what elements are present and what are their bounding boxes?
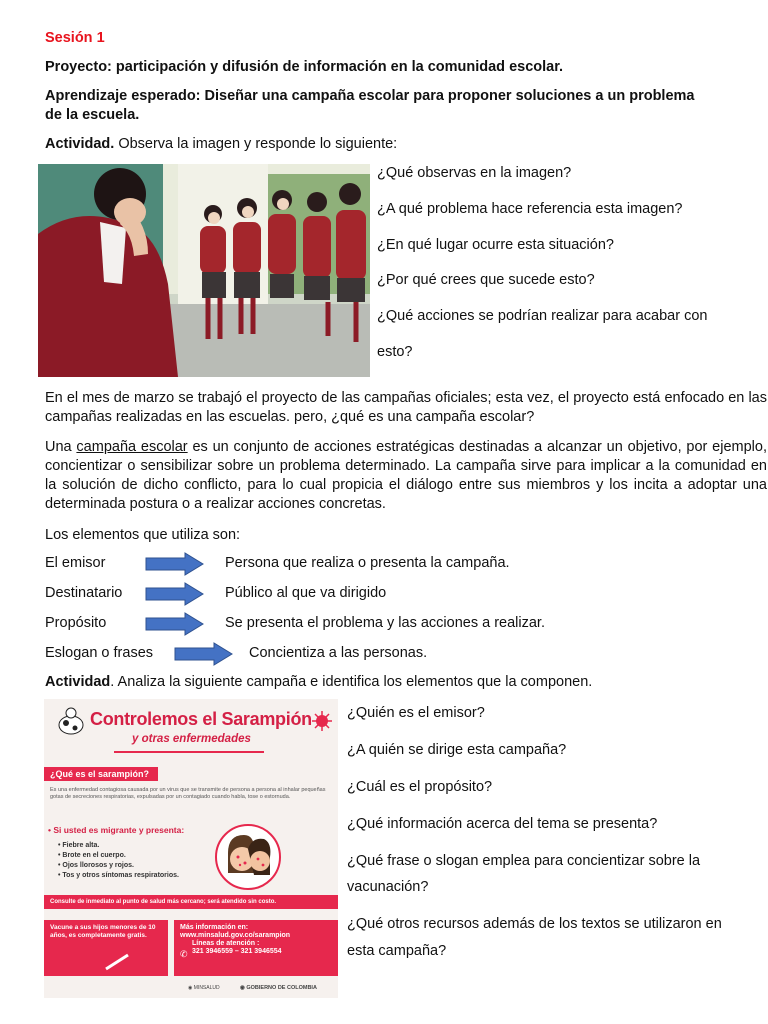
question-2-5-cont: vacunación? (347, 879, 429, 895)
question-1-2: ¿A qué problema hace referencia esta imagen? (377, 201, 683, 217)
element-desc-emisor: Persona que realiza o presenta la campaña. (225, 555, 510, 571)
element-term-emisor: El emisor (45, 555, 106, 571)
question-1-5: ¿Qué acciones se podrían realizar para acabar con (377, 308, 708, 324)
poster-title: Controlemos el Sarampión (90, 709, 312, 729)
poster-question-band: ¿Qué es el sarampión? (44, 767, 158, 781)
symptom-item: • Tos y otros síntomas respiratorios. (58, 872, 179, 879)
poster-phones: 321 3946559 – 321 3946554 (192, 948, 282, 955)
paragraph-definition (45, 438, 767, 514)
question-1-1: ¿Qué observas en la imagen? (377, 165, 572, 181)
activity-1 (45, 135, 768, 154)
logo-seal-icon: ◉ (240, 985, 245, 991)
symptom-item: • Fiebre alta. (58, 842, 100, 849)
symptom-item: • Brote en el cuerpo. (58, 852, 126, 859)
activity-2 (45, 673, 768, 692)
logo-seal-icon: ◉ (188, 985, 193, 991)
question-2-6-cont: esta campaña? (347, 943, 447, 959)
virus-icon (312, 711, 332, 731)
poster-symptoms (58, 841, 179, 881)
learning-line-2: de la escuela. (45, 107, 140, 123)
element-desc-destinatario: Público al que va dirigido (225, 585, 387, 601)
element-desc-proposito: Se presenta el problema y las acciones a realizar. (225, 615, 545, 631)
poster-logo-gobierno (240, 985, 317, 991)
sick-children-illustration (214, 823, 282, 891)
question-2-6: ¿Qué otros recursos además de los textos se utilizaron en (347, 916, 722, 932)
poster-url: www.minsalud.gov.co/sarampion (180, 932, 291, 939)
definition-pre: Una (45, 439, 77, 455)
arrow-right-icon (174, 642, 234, 666)
poster-logo2-text: GOBIERNO DE COLOMBIA (246, 985, 317, 991)
project-title: Proyecto: participación y difusión de información en la comunidad escolar. (45, 59, 564, 75)
elements-intro: Los elementos que utiliza son: (45, 527, 241, 543)
activity-1-text: Observa la imagen y responde lo siguiente: (114, 136, 398, 152)
phone-icon: ✆ (180, 949, 188, 959)
syringe-icon (104, 953, 130, 971)
arrow-right-icon (145, 582, 205, 606)
arrow-right-icon (145, 552, 205, 576)
question-1-5-cont: esto? (377, 344, 413, 360)
element-term-proposito: Propósito (45, 615, 107, 631)
bullying-photo (38, 164, 370, 377)
question-2-1: ¿Quién es el emisor? (347, 705, 485, 721)
question-1-4: ¿Por qué crees que sucede esto? (377, 272, 595, 288)
question-2-4: ¿Qué información acerca del tema se presenta? (347, 816, 658, 832)
poster-lines-label: Líneas de atención : (192, 940, 260, 947)
activity-2-label: Actividad (45, 674, 111, 690)
symptom-item: • Ojos llorosos y rojos. (58, 862, 134, 869)
poster-logo-minsalud (188, 985, 220, 991)
poster-definition: Es una enfermedad contagiosa causada por un virus que se transmite de persona a persona al inhalar pequeñas gotas de secreciones respiratorias, expulsadas por un contagiado cuando habla, tose o estornuda. (50, 787, 326, 800)
session-title: Sesión 1 (45, 30, 105, 46)
poster-subtitle: y otras enfermedades (132, 733, 251, 745)
question-1-3: ¿En qué lugar ocurre esta situación? (377, 237, 614, 253)
poster-info-box (174, 920, 338, 976)
measles-campaign-poster (44, 699, 338, 998)
poster-logo1-text: MINSALUD (193, 985, 220, 991)
poster-vaccine-text: Vacune a sus hijos menores de 10 años, es completamente gratis. (50, 924, 156, 939)
activity-1-label: Actividad. (45, 136, 115, 152)
arrow-right-icon (145, 612, 205, 636)
definition-post: es un conjunto de acciones estratégicas destinadas a alcanzar un objetivo, por ejemplo, concientizar o sensibilizar sobre un problema determinado. La campaña sirve para implicar a la comunidad en la solución de dicho conflicto, para lo cual propicia el diálogo entre sus miembros y los incita a adoptar una determinada postura o a realizar acciones concretas. (45, 439, 767, 512)
poster-divider (114, 751, 264, 753)
element-desc-eslogan: Concientiza a las personas. (249, 645, 428, 661)
element-term-destinatario: Destinatario (45, 585, 123, 601)
learning-line-1: Aprendizaje esperado: Diseñar una campaña escolar para proponer soluciones a un problema (45, 88, 695, 104)
question-2-5: ¿Qué frase o slogan emplea para concientizar sobre la (347, 853, 701, 869)
poster-migrant-heading: • Si usted es migrante y presenta: (48, 825, 185, 835)
poster-more-info: Más información en: (180, 924, 249, 931)
question-2-2: ¿A quién se dirige esta campaña? (347, 742, 567, 758)
element-term-eslogan: Eslogan o frases (45, 645, 154, 661)
activity-2-text: . Analiza la siguiente campaña e identifica los elementos que la componen. (110, 674, 593, 690)
paragraph-campaigns: En el mes de marzo se trabajó el proyecto de las campañas oficiales; esta vez, el proyecto está enfocado en las campañas realizadas en las escuelas. pero, ¿qué es una campaña escolar? (45, 390, 767, 425)
cow-mascot-icon (54, 705, 88, 739)
question-2-3: ¿Cuál es el propósito? (347, 779, 493, 795)
poster-consult-band: Consulte de inmediato al punto de salud más cercano; será atendido sin costo. (44, 895, 338, 909)
definition-link[interactable]: campaña escolar (76, 439, 188, 455)
